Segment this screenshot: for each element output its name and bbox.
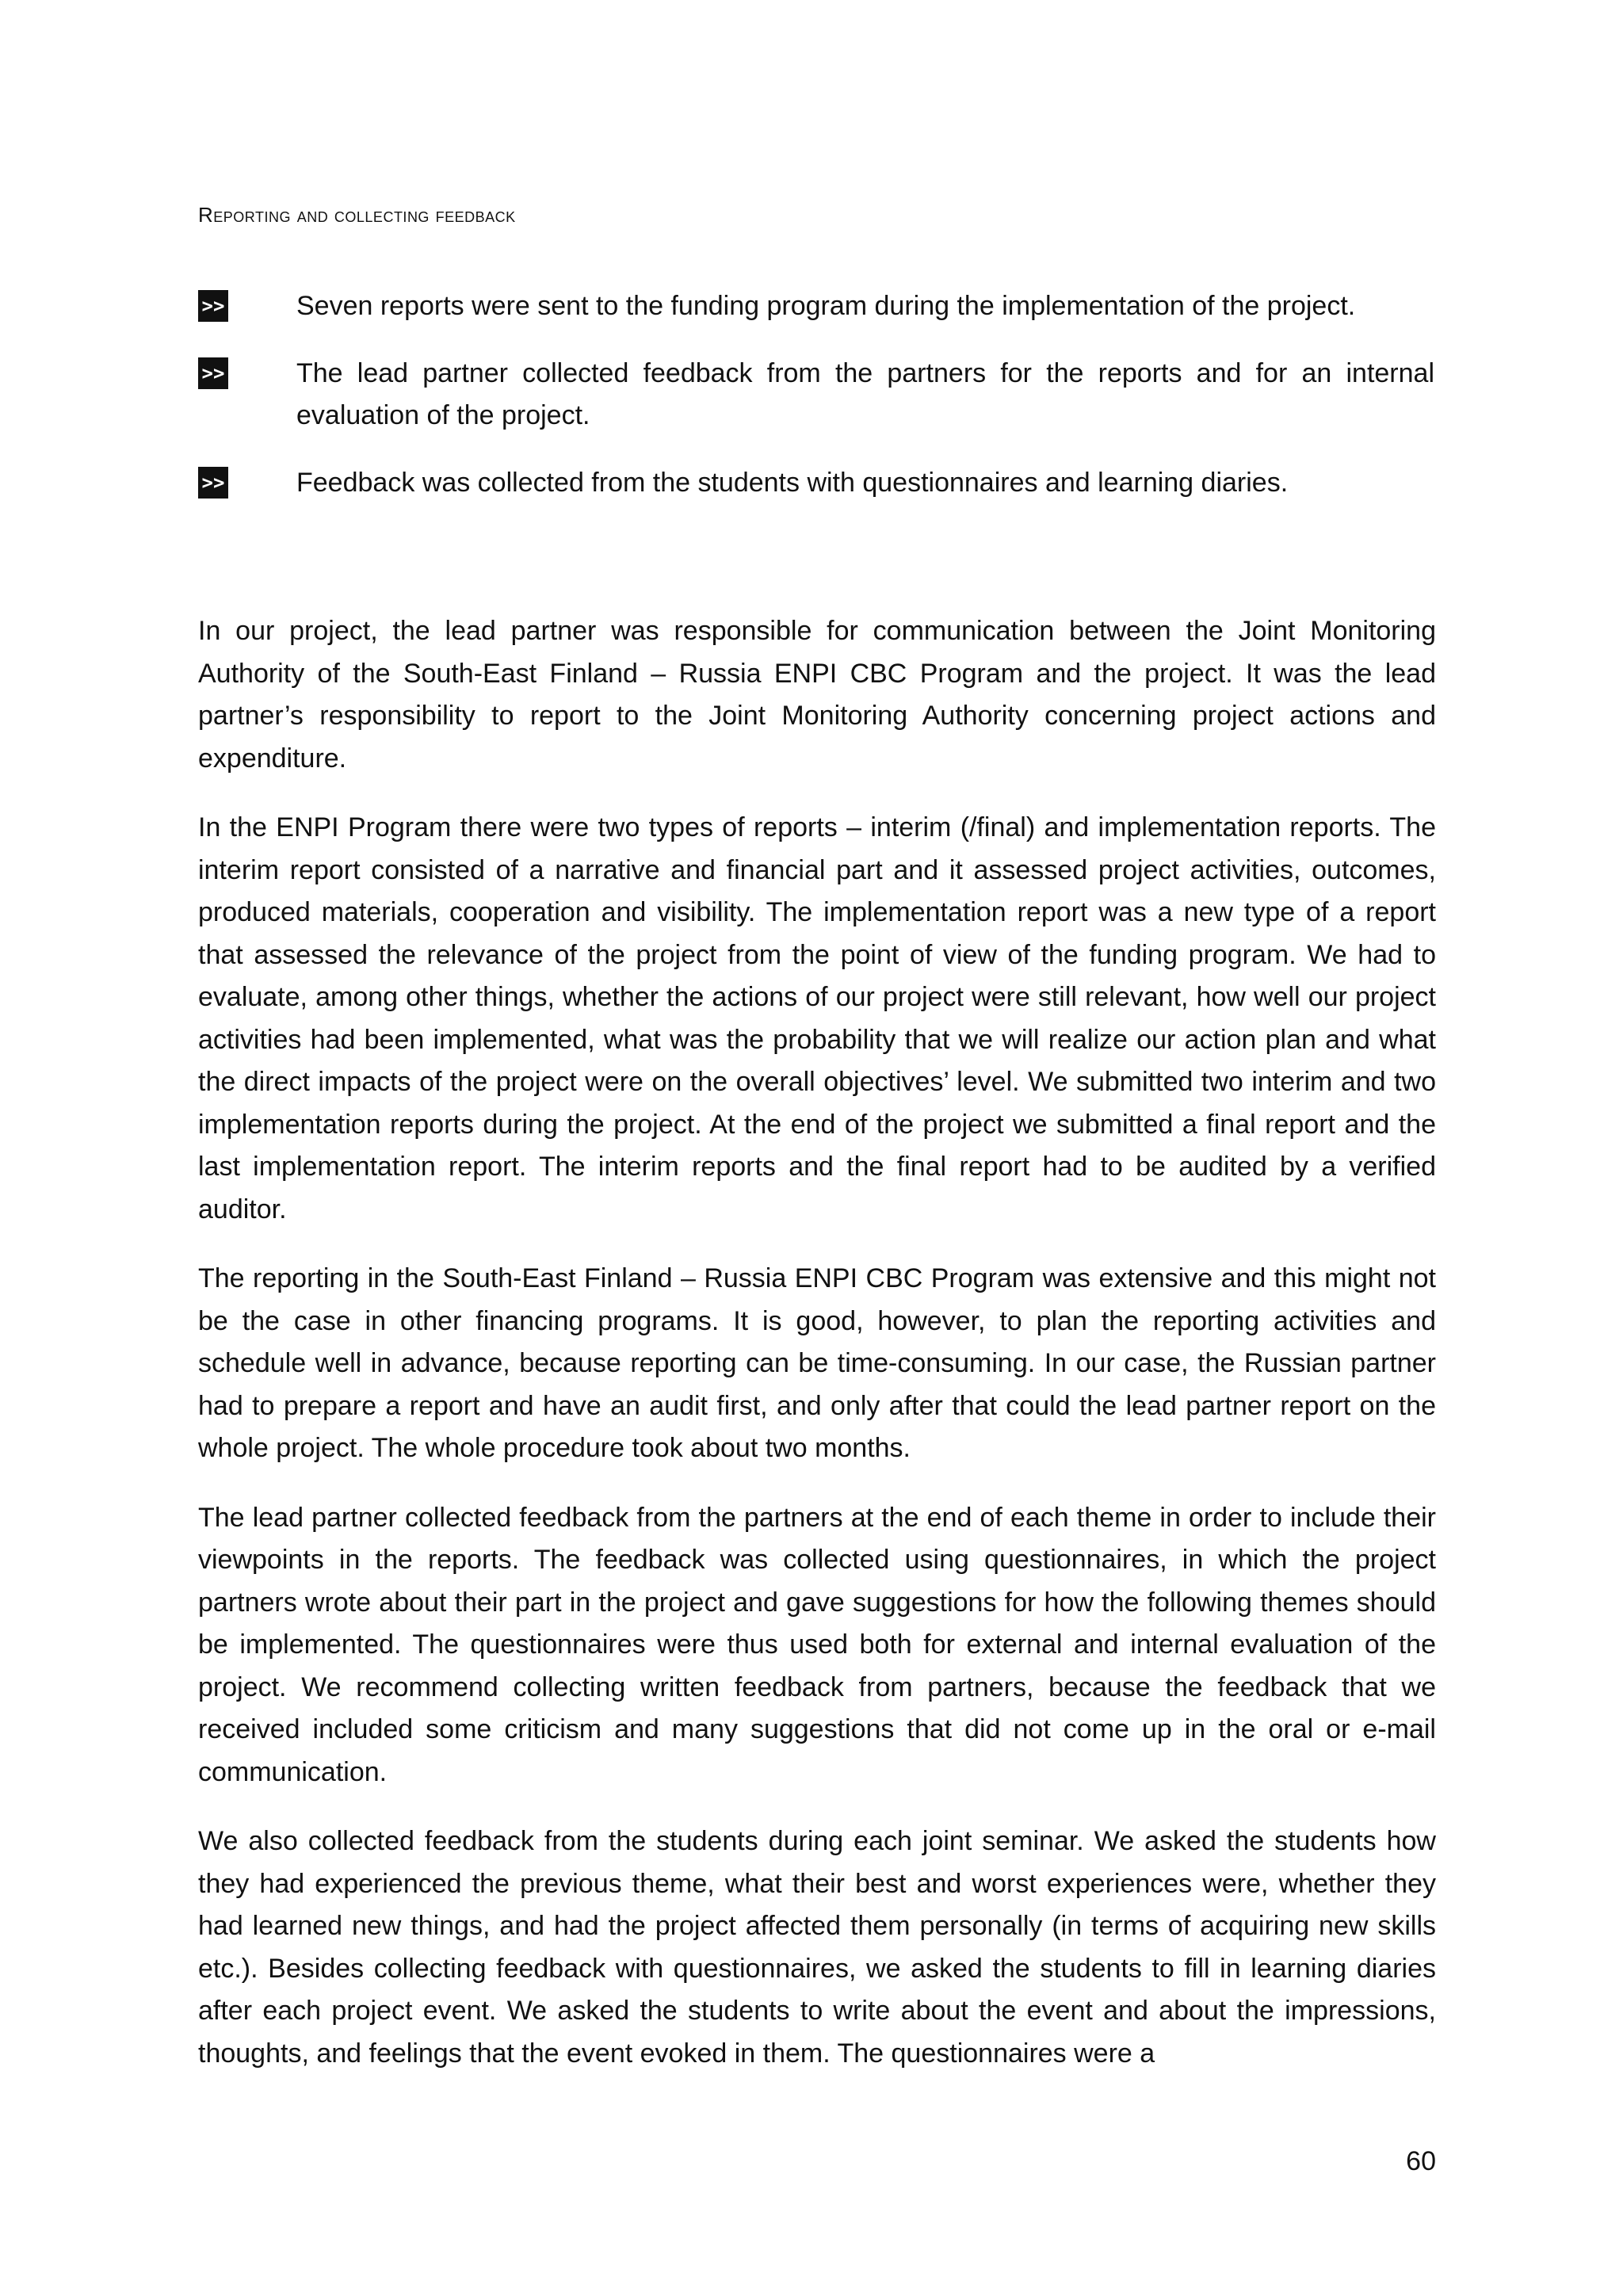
paragraph: The lead partner collected feedback from the partners at the end of each theme in order to include their viewpoints in the reports. The feedback was collected using questionnaires, in which the project partners wrote about their part in the project and gave suggestions for how the following themes should be implemented. The questionnaires were thus used both for external and internal evaluation of the project. We recommend collecting written feedback from partners, because the feedback that we received included some criticism and many suggestions that did not come up in the oral or e-mail communication. — [198, 1502, 1436, 1787]
bullet-item — [198, 353, 1434, 437]
section-heading: Reporting and collecting feedback — [198, 203, 516, 227]
body-text — [198, 610, 1436, 2102]
page-number: 60 — [1406, 2146, 1436, 2176]
bullet-text: Feedback was collected from the students with questionnaires and learning diaries. — [296, 468, 1289, 498]
bullet-arrow-icon: >> — [198, 290, 228, 322]
bullet-item — [198, 462, 1434, 504]
bullet-text: Seven reports were sent to the funding program during the implementation of the project. — [296, 291, 1356, 321]
paragraph: In our project, the lead partner was responsible for communication between the Joint Monitoring Authority of the South-East Finland – Russia ENPI CBC Program and the project. It was the lead partner’s responsibility to report to the Joint Monitoring Authority concerning project actions and expenditure. — [198, 616, 1436, 774]
paragraph: We also collected feedback from the students during each joint seminar. We asked the students how they had experienced the previous theme, what their best and worst experiences were, whether they had learned new things, and had the project affected them personally (in terms of acquiring new skills etc.). Besides collecting feedback with questionnaires, we asked the students to fill in learning diaries after each project event. We asked the students to write about the event and about the impressions, thoughts, and feelings that the event evoked in them. The questionnaires were a — [198, 1826, 1436, 2069]
paragraph: The reporting in the South-East Finland – Russia ENPI CBC Program was extensive and this might not be the case in other financing programs. It is good, however, to plan the reporting activities and schedule well in advance, because reporting can be time-consuming. In our case, the Russian partner had to prepare a report and have an audit first, and only after that could the lead partner report on the whole project. The whole procedure took about two months. — [198, 1263, 1436, 1463]
bullet-item — [198, 285, 1434, 327]
bullet-text: The lead partner collected feedback from the partners for the reports and for an internal evaluation of the project. — [296, 358, 1434, 430]
bullet-arrow-icon: >> — [198, 467, 228, 499]
bullet-arrow-icon: >> — [198, 357, 228, 389]
bullet-list — [198, 285, 1434, 529]
paragraph: In the ENPI Program there were two types of reports – interim (/final) and implementation reports. The interim report consisted of a narrative and financial part and it assessed project activities, outcomes, produced materials, cooperation and visibility. The implementation report was a new type of a report that assessed the relevance of the project from the point of view of the funding program. We had to evaluate, among other things, whether the actions of our project were still relevant, how well our project activities had been implemented, what was the probability that we will realize our action plan and what the direct impacts of the project were on the overall objectives’ level. We submitted two interim and two implementation reports during the project. At the end of the project we submitted a final report and the last implementation report. The interim reports and the final report had to be audited by a verified auditor. — [198, 812, 1436, 1224]
